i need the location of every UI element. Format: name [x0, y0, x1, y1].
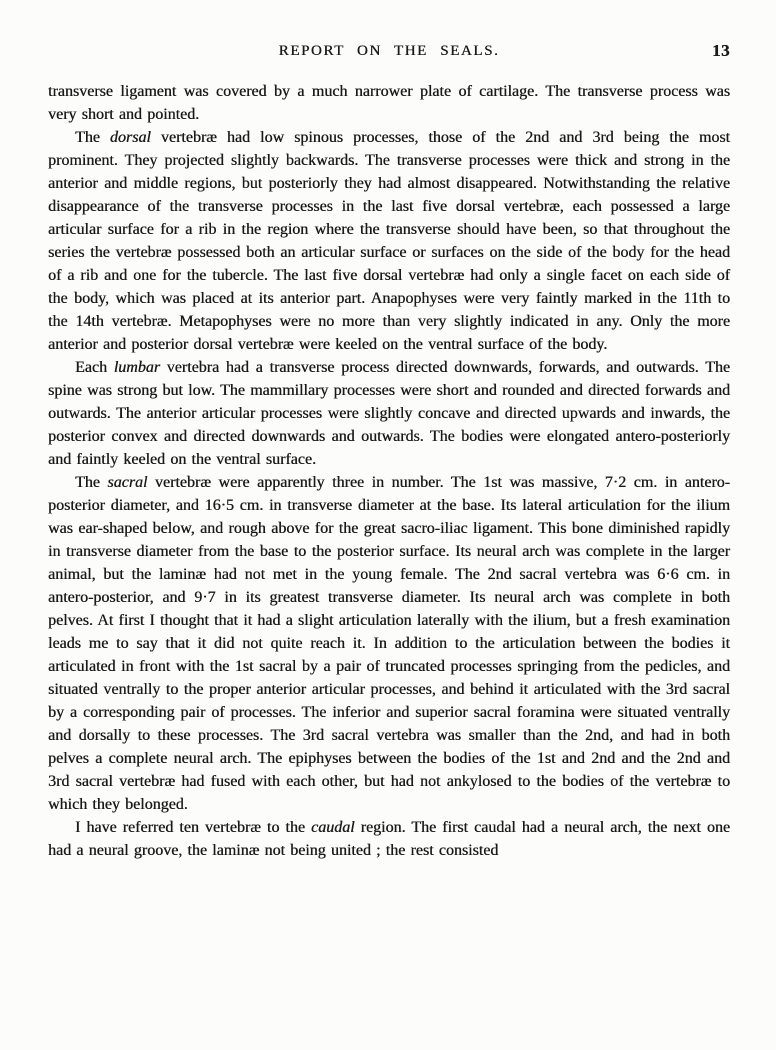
text-segment: region. The first caudal had a neural arch, the next one had a neural groove, the laminæ not being united ; the rest consisted [48, 819, 730, 859]
text-segment: vertebræ had low spinous processes, those of the 2nd and 3rd being the most prominent. They projected slightly backwards. The transverse processes were thick and strong in the anterior and middle regions, but posteriorly they had almost disappeared. Notwithstanding the relative disappearance of the transverse processes in the last five dorsal vertebræ, each possessed a large articular surface for a rib in the region where the transverse should have been, so that throughout the series the vertebræ possessed both an articular surface or surfaces on the side of the body for the head of a rib and one for the tubercle. The last five dorsal vertebræ had only a single facet on each side of the body, which was placed at its anterior part. Anapophyses were very faintly marked in the 11th to the 14th vertebræ. Metapophyses were no more than very slightly indicated in any. Only the more anterior and posterior dorsal vertebræ were keeled on the ventral surface of the body. [48, 129, 730, 353]
paragraph [48, 80, 730, 126]
text-segment: Each [75, 359, 114, 376]
page-number: 13 [712, 41, 730, 60]
text-segment: The [75, 129, 110, 146]
page-header [48, 43, 730, 65]
paragraph [48, 471, 730, 816]
text-segment: transverse ligament was covered by a much narrower plate of cartilage. The transverse process was very short and pointed. [48, 83, 730, 123]
running-head-title: REPORT ON THE SEALS. [278, 43, 500, 59]
text-segment: vertebræ were apparently three in number. The 1st was massive, 7·2 cm. in antero-posterior diameter, and 16·5 cm. in transverse diameter at the base. Its lateral articulation for the ilium was ear-shaped below, and rough above for the great sacro-iliac ligament. This bone diminished rapidly in transverse diameter from the base to the posterior surface. Its neural arch was complete in the larger animal, but the laminæ had not met in the young female. The 2nd sacral vertebra was 6·6 cm. in antero-posterior, and 9·7 in its greatest transverse diameter. Its neural arch was complete in both pelves. At first I thought that it had a slight articulation laterally with the ilium, but a fresh examination leads me to say that it did not quite reach it. In addition to the articulation between the bodies it articulated in front with the 1st sacral by a pair of truncated processes springing from the pedicles, and situated ventrally to the proper anterior articular processes, and behind it articulated with the 3rd sacral by a corresponding pair of processes. The inferior and superior sacral foramina were situated ventrally and dorsally to these processes. The 3rd sacral vertebra was smaller than the 2nd, and had in both pelves a complete neural arch. The epiphyses between the bodies of the 1st and 2nd and the 2nd and 3rd sacral vertebræ had fused with each other, but had not ankylosed to the bodies of the vertebræ to which they belonged. [48, 474, 730, 813]
paragraph [48, 816, 730, 862]
body-text [48, 80, 730, 862]
italic-term: dorsal [109, 129, 151, 146]
italic-term: lumbar [113, 359, 160, 376]
text-segment: The [75, 474, 108, 491]
paragraph [48, 356, 730, 471]
text-segment: vertebra had a transverse process directed downwards, forwards, and outwards. The spine was strong but low. The mammillary processes were short and rounded and directed forwards and outwards. The anterior articular processes were slightly concave and directed upwards and inwards, the posterior convex and directed downwards and outwards. The bodies were elongated antero-posteriorly and faintly keeled on the ventral surface. [48, 359, 730, 468]
text-segment: I have referred ten vertebræ to the [75, 819, 312, 836]
paragraph [48, 126, 730, 356]
italic-term: caudal [311, 819, 355, 836]
italic-term: sacral [107, 474, 148, 491]
